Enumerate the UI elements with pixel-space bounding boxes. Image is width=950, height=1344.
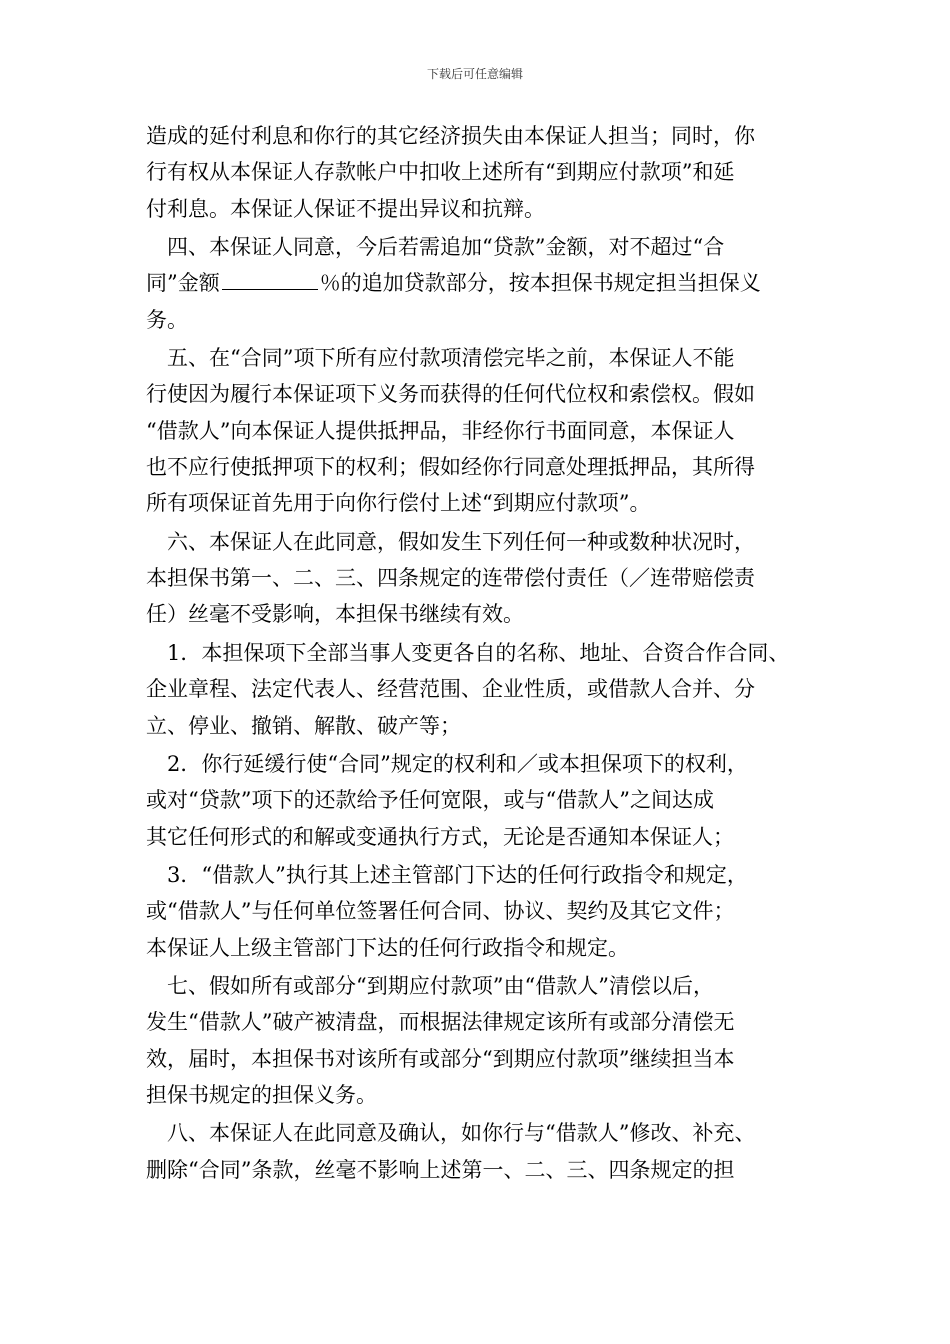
percentage-blank <box>222 271 318 290</box>
text-line: 四、本保证人同意，今后若需追加“贷款”金额，对不超过“合 <box>146 235 725 260</box>
text-line: 五、在“合同”项下所有应付款项清偿完毕之前，本保证人不能 <box>146 346 735 371</box>
text-line: 七、假如所有或部分“到期应付款项”由“借款人”清偿以后， <box>146 973 714 998</box>
text-line-with-blank <box>146 265 826 301</box>
text-segment: 同”金额 <box>146 271 220 296</box>
text-line: 或对“贷款”项下的还款给予任何宽限，或与“借款人”之间达成 <box>146 788 714 813</box>
text-line: 其它任何形式的和解或变通执行方式，无论是否通知本保证人； <box>146 824 734 849</box>
text-line: 2．你行延缓行使“合同”规定的权利和／或本担保项下的权利， <box>146 751 748 776</box>
text-line: 或“借款人”与任何单位签署任何合同、协议、契约及其它文件； <box>146 899 735 924</box>
text-line: 立、停业、撤销、解散、破产等； <box>146 713 461 738</box>
text-line: 任）丝毫不受影响，本担保书继续有效。 <box>146 602 524 627</box>
text-line: 担保书规定的担保义务。 <box>146 1082 377 1107</box>
text-line: 行使因为履行本保证项下义务而获得的任何代位权和索偿权。假如 <box>146 382 755 407</box>
text-line: 八、本保证人在此同意及确认，如你行与“借款人”修改、补充、 <box>146 1121 756 1146</box>
text-line: 删除“合同”条款，丝毫不影响上述第一、二、三、四条规定的担 <box>146 1157 735 1182</box>
text-line: 也不应行使抵押项下的权利；假如经你行同意处理抵押品，其所得 <box>146 455 755 480</box>
text-line: 3．“借款人”执行其上述主管部门下达的任何行政指令和规定， <box>146 862 748 887</box>
text-line: “借款人”向本保证人提供抵押品，非经你行书面同意，本保证人 <box>146 418 735 443</box>
text-line: 造成的延付利息和你行的其它经济损失由本保证人担当；同时，你 <box>146 124 755 148</box>
text-line: 务。 <box>146 307 188 332</box>
text-line: 付利息。本保证人保证不提出异议和抗辩。 <box>146 196 545 221</box>
text-line: 发生“借款人”破产被清盘，而根据法律规定该所有或部分清偿无 <box>146 1010 735 1035</box>
text-line: 效，届时，本担保书对该所有或部分“到期应付款项”继续担当本 <box>146 1046 735 1071</box>
text-line: 六、本保证人在此同意，假如发生下列任何一种或数种状况时， <box>146 529 755 554</box>
text-segment: ％的追加贷款部分，按本担保书规定担当担保义 <box>319 271 761 296</box>
text-line: 所有项保证首先用于向你行偿付上述“到期应付款项”。 <box>146 491 651 516</box>
text-line: 本保证人上级主管部门下达的任何行政指令和规定。 <box>146 935 629 960</box>
text-line: 行有权从本保证人存款帐户中扣收上述所有“到期应付款项”和延 <box>146 160 735 185</box>
page-header: 下载后可任意编辑 <box>426 67 523 81</box>
text-line: 本担保书第一、二、三、四条规定的连带偿付责任（／连带赔偿责 <box>146 566 755 591</box>
text-line: 1．本担保项下全部当事人变更各自的名称、地址、合资合作合同、 <box>146 640 790 665</box>
text-line: 企业章程、法定代表人、经营范围、企业性质，或借款人合并、分 <box>146 677 755 702</box>
document-body <box>146 118 826 1188</box>
